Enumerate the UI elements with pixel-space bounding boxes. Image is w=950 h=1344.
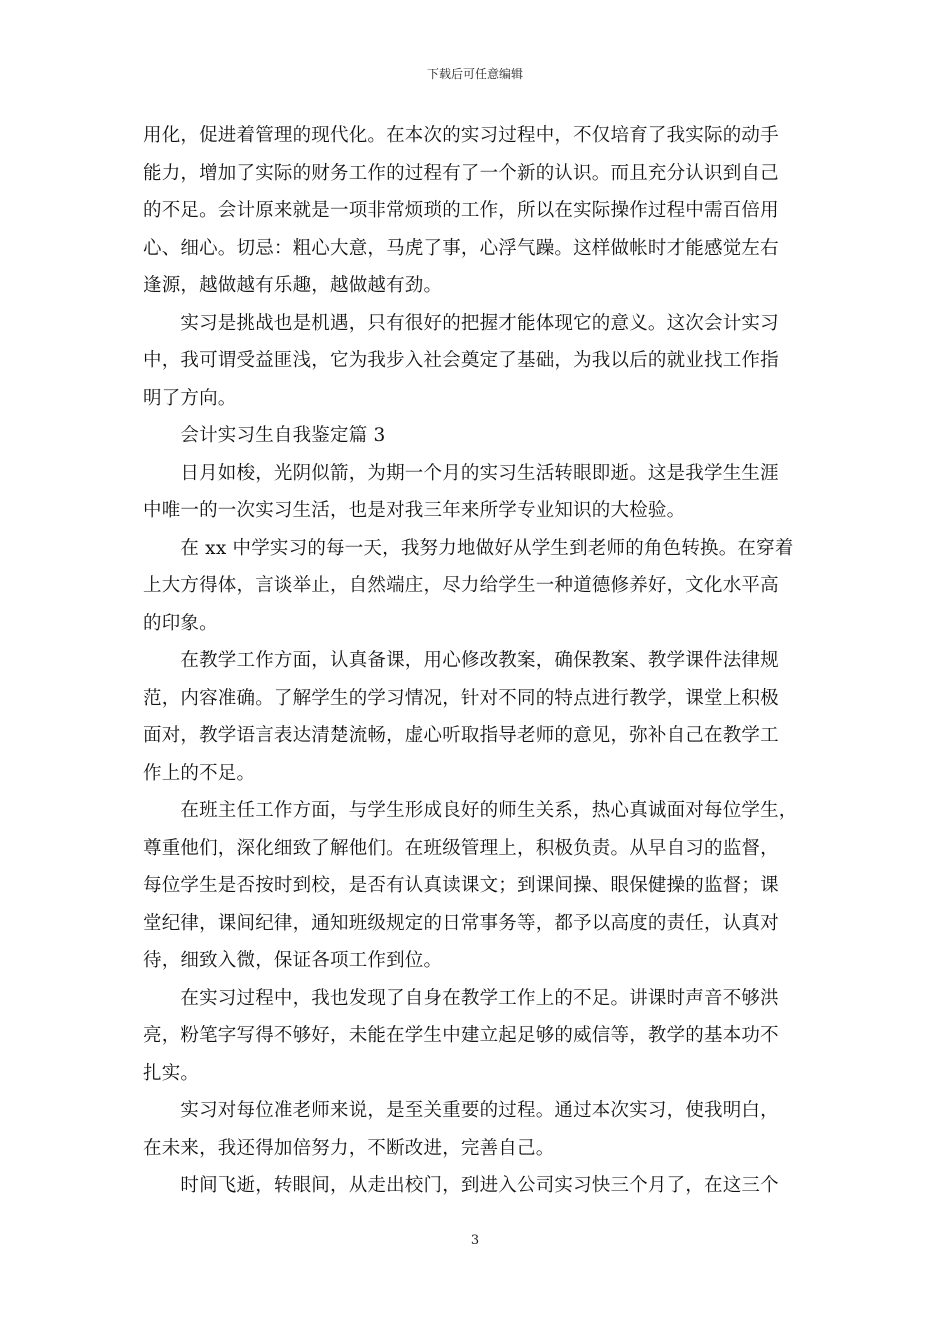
text-line: 实习是挑战也是机遇，只有很好的把握才能体现它的意义。这次会计实习 — [143, 312, 779, 334]
text-line: 待，细致入微，保证各项工作到位。 — [143, 950, 443, 971]
text-line: 时间飞逝，转眼间，从走出校门，到进入公司实习快三个月了，在这三个 — [143, 1175, 779, 1196]
text-line: 扎实。 — [143, 1062, 200, 1084]
text-line: 堂纪律，课间纪律，通知班级规定的日常事务等，都予以高度的责任，认真对 — [143, 912, 779, 934]
text-line: 中，我可谓受益匪浅，它为我步入社会奠定了基础，为我以后的就业找工作指 — [143, 350, 779, 371]
text-line: 用化，促进着管理的现代化。在本次的实习过程中，不仅培育了我实际的动手 — [143, 125, 779, 146]
text-line: 实习对每位准老师来说，是至关重要的过程。通过本次实习，使我明白， — [143, 1100, 779, 1121]
text-line: 在班主任工作方面，与学生形成良好的师生关系，热心真诚面对每位学生， — [143, 800, 798, 821]
text-line: 在教学工作方面，认真备课，用心修改教案，确保教案、教学课件法律规 — [143, 650, 779, 671]
text-line: 在未来，我还得加倍努力，不断改进，完善自己。 — [143, 1137, 555, 1159]
body-text — [143, 117, 811, 1205]
text-line: 心、细心。切忌：粗心大意，马虎了事，心浮气躁。这样做帐时才能感觉左右 — [143, 237, 779, 259]
text-line: 作上的不足。 — [143, 762, 256, 784]
text-line: 在实习过程中，我也发现了自身在教学工作上的不足。讲课时声音不够洪 — [143, 987, 779, 1009]
text-line: 亮，粉笔字写得不够好，未能在学生中建立起足够的威信等，教学的基本功不 — [143, 1025, 779, 1046]
page-number: 3 — [470, 1233, 480, 1248]
text-line: 范，内容准确。了解学生的学习情况，针对不同的特点进行教学，课堂上积极 — [143, 687, 779, 709]
text-line: 明了方向。 — [143, 387, 237, 409]
text-line: 逢源，越做越有乐趣，越做越有劲。 — [143, 275, 443, 296]
text-line: 中唯一的一次实习生活，也是对我三年来所学专业知识的大检验。 — [143, 500, 686, 521]
text-line: 日月如梭，光阴似箭，为期一个月的实习生活转眼即逝。这是我学生生涯 — [143, 462, 779, 484]
section-heading: 会计实习生自我鉴定篇 3 — [143, 425, 386, 446]
text-line: 能力，增加了实际的财务工作的过程有了一个新的认识。而且充分认识到自己 — [143, 162, 779, 184]
text-line: 的不足。会计原来就是一项非常烦琐的工作，所以在实际操作过程中需百倍用 — [143, 200, 779, 221]
text-line: 在 xx 中学实习的每一天，我努力地做好从学生到老师的角色转换。在穿着 — [143, 537, 794, 559]
page-header: 下载后可任意编辑 — [426, 67, 523, 81]
text-line: 每位学生是否按时到校，是否有认真读课文；到课间操、眼保健操的监督；课 — [143, 875, 779, 896]
text-line: 的印象。 — [143, 612, 218, 634]
text-line: 尊重他们，深化细致了解他们。在班级管理上，积极负责。从早自习的监督， — [143, 837, 779, 859]
text-line: 面对，教学语言表达清楚流畅，虚心听取指导老师的意见，弥补自己在教学工 — [143, 725, 779, 746]
text-line: 上大方得体，言谈举止，自然端庄，尽力给学生一种道德修养好，文化水平高 — [143, 575, 779, 596]
